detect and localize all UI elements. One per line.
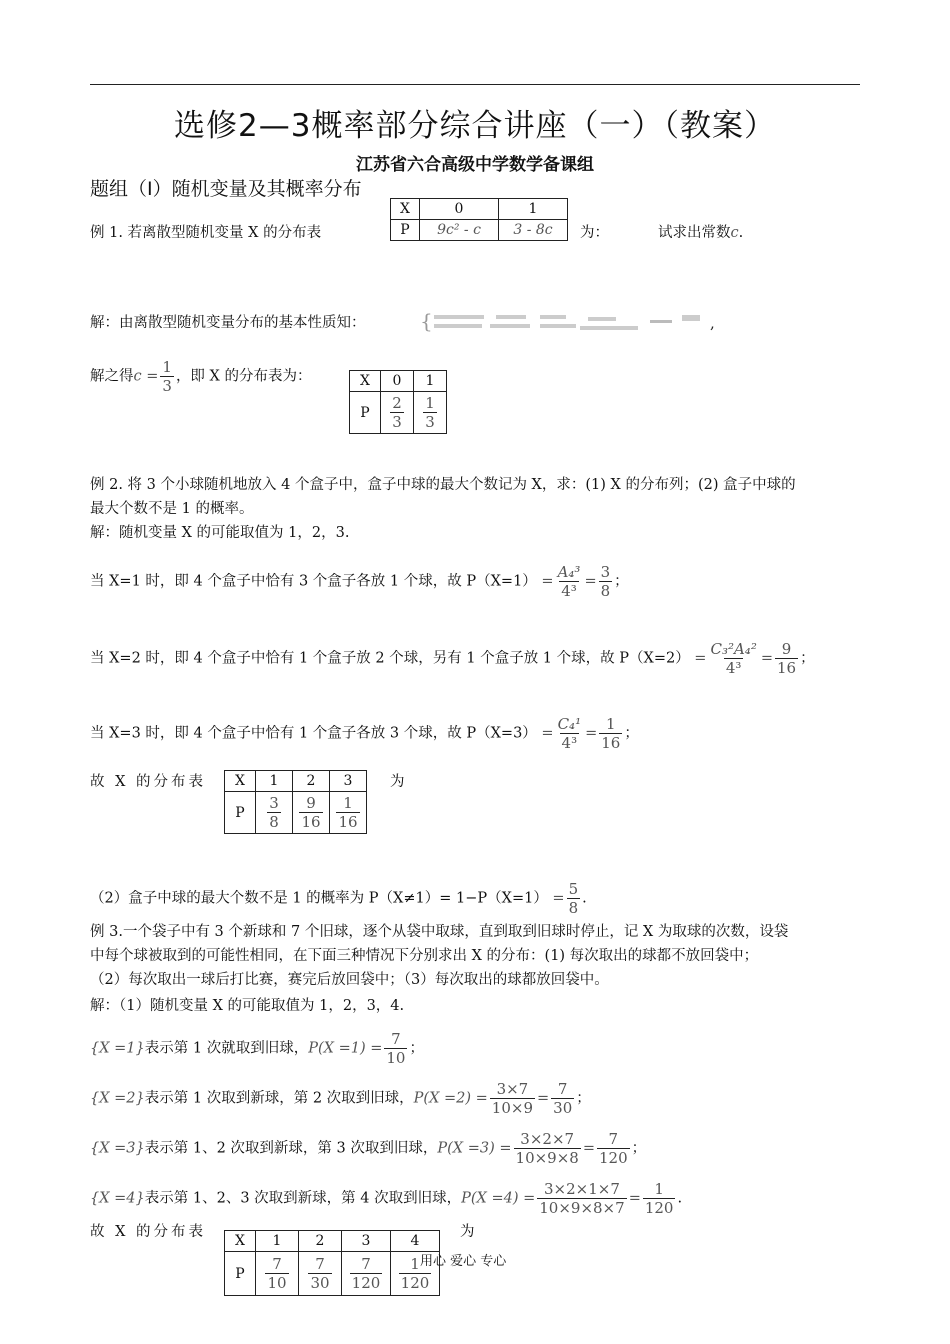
set: {X =3} [90, 1140, 145, 1157]
ex2-table-post: 为 [390, 774, 405, 790]
num: 7 [315, 1255, 325, 1273]
set: {X =1} [90, 1040, 145, 1057]
ex3-row1: {X =1}表示第 1 次就取到旧球，P(X =1) = $\frac{7}{10}$ ； [90, 1030, 424, 1067]
footer-watermark: 用心 爱心 专心 [420, 1254, 507, 1269]
svg-text:,: , [710, 314, 715, 332]
row-text: 表示第 1 次就取到旧球， [144, 1040, 309, 1057]
den: 30 [310, 1274, 330, 1292]
num: 9 [781, 640, 792, 658]
prob: P(X =1) = [308, 1040, 383, 1057]
cell: X [350, 371, 381, 392]
ex2-distribution-table [224, 770, 367, 834]
num: 1 [410, 1255, 420, 1273]
ex2-line1: 例 2. 将 3 个小球随机地放入 4 个盒子中，盒子中球的最大个数记为 X，求：(1) X 的分布列；(2) 盒子中球的 [90, 477, 796, 493]
set: {X =2} [90, 1090, 145, 1107]
ex3-table-pre: 故 X 的分布表 [90, 1224, 207, 1240]
den: 4³ [561, 734, 578, 752]
cell [342, 1252, 391, 1296]
blurred-equation-image [420, 312, 720, 332]
prob: P(X =4) = [461, 1190, 536, 1207]
cell: 2 [293, 771, 330, 792]
ex3-line1: 例 3.一个袋子中有 3 个新球和 7 个旧球，逐个从袋中取球，直到取到旧球时停止，记 X 为取球的次数，设袋 [90, 924, 789, 940]
den: 10×9×8×7 [539, 1199, 625, 1217]
num: 3 [269, 794, 279, 812]
num: 1 [162, 358, 172, 376]
den: 30 [553, 1099, 573, 1117]
frac [597, 1130, 630, 1167]
den: 10×9 [491, 1099, 533, 1117]
cell: X [225, 1231, 256, 1252]
ex1-ask: 试求出常数c. [658, 225, 744, 241]
cell: P [350, 392, 381, 434]
ex1-sol2 [90, 358, 311, 395]
cell: P [391, 220, 420, 241]
cell: 1 [256, 771, 293, 792]
den: 8 [600, 582, 611, 600]
cell: 2 [299, 1231, 342, 1252]
frac [556, 563, 583, 600]
frac [643, 1180, 676, 1217]
den: 8 [269, 813, 279, 831]
cell: X [225, 771, 256, 792]
frac [308, 1255, 331, 1292]
cell: X [391, 199, 420, 220]
ex1-sol1: 解：由离散型随机变量分布的基本性质知： [90, 315, 366, 331]
ex2-part2: （2）盒子中球的最大个数不是 1 的概率为 P（X≠1）= 1−P（X=1） = $\frac{5}{8}$ . [90, 880, 587, 917]
cell [299, 1252, 342, 1296]
set: {X =4} [90, 1190, 145, 1207]
cell [256, 792, 293, 834]
num: C₃²A₄² [710, 640, 757, 658]
part2-text: （2）盒子中球的最大个数不是 1 的概率为 P（X≠1）= 1−P（X=1） [90, 890, 548, 907]
case-text: 当 X=2 时，即 4 个盒子中恰有 1 个盒子放 2 个球，另有 1 个盒子放 1 个球，故 P（X=2） [90, 650, 690, 667]
frac [514, 1130, 581, 1167]
den: 8 [568, 899, 579, 917]
den: 120 [400, 1274, 430, 1292]
frac [551, 1080, 574, 1117]
cell: 4 [391, 1231, 440, 1252]
cell: 1 [499, 199, 568, 220]
prob: P(X =3) = [437, 1140, 512, 1157]
cell: 9c² - c [420, 220, 499, 241]
num: 7 [391, 1030, 401, 1048]
den: 120 [644, 1199, 674, 1217]
num: 1 [343, 794, 353, 812]
cell: 3 - 8c [499, 220, 568, 241]
den: 4³ [561, 582, 577, 600]
ex3-line2: 中每个球被取到的可能性相同，在下面三种情况下分别求出 X 的分布：(1) 每次取出的球都不放回袋中； [90, 948, 759, 964]
ex1-wei: 为： [580, 225, 609, 241]
cell: 1 [256, 1231, 299, 1252]
cell: 0 [381, 371, 414, 392]
cell: 1 [414, 371, 447, 392]
den: 10 [386, 1049, 406, 1067]
frac [336, 794, 359, 831]
num: 7 [608, 1130, 619, 1148]
num: 3×2×7 [520, 1130, 575, 1148]
ex3-distribution-table [224, 1230, 440, 1296]
num: 1 [606, 715, 616, 733]
num: 1 [654, 1180, 664, 1198]
ex3-row2: {X =2}表示第 1 次取到新球，第 2 次取到旧球，P(X =2) = $\frac{3\times 7}{10\times 9}$ = $\frac{7}{30}$ ； [90, 1080, 591, 1117]
num: 7 [272, 1255, 282, 1273]
den: 3 [425, 413, 435, 431]
ex1-answer-table [349, 370, 447, 434]
den: 120 [351, 1274, 381, 1292]
ex2-case3: 当 X=3 时，即 4 个盒子中恰有 1 个盒子各放 3 个球，故 P（X=3） = $\frac{\text{C₄¹}}{\text{4³}}$ = $\frac{1}{16}$ ； [90, 715, 639, 752]
row-text: 表示第 1 次取到新球，第 2 次取到旧球， [144, 1090, 414, 1107]
prob: P(X =2) = [413, 1090, 488, 1107]
frac [490, 1080, 535, 1117]
sol2-pre: 解之得 [90, 368, 134, 385]
frac [265, 1255, 288, 1292]
c-fraction [160, 358, 174, 395]
cell: 3 [342, 1231, 391, 1252]
frac [390, 394, 404, 431]
sol2-post: ，即 X 的分布表为： [175, 368, 312, 385]
c-equals: c = [133, 368, 159, 385]
cell [330, 792, 367, 834]
num: 3×7 [496, 1080, 529, 1098]
svg-text:{: { [420, 312, 433, 332]
num: 9 [306, 794, 316, 812]
ex1-ask-var: c [730, 225, 739, 241]
cell: P [225, 792, 256, 834]
ex3-sol: 解：（1）随机变量 X 的可能取值为 1，2，3，4. [90, 998, 405, 1014]
ex2-case1: 当 X=1 时，即 4 个盒子中恰有 3 个盒子各放 1 个球，故 P（X=1） = $\frac{\text{A₄³}}{\text{4³}}$ = $\frac{3}{8}$ ； [90, 563, 629, 600]
frac [708, 640, 758, 677]
cell: 0 [420, 199, 499, 220]
ex2-case2: 当 X=2 时，即 4 个盒子中恰有 1 个盒子放 2 个球，另有 1 个盒子放 1 个球，故 P（X=2） = $\frac{\text{C₃²A₄²}}{\text{4³}}$ = $\frac{9}{16}$ ； [90, 640, 815, 677]
cell [381, 392, 414, 434]
num: C₄¹ [557, 715, 582, 733]
num: 2 [392, 394, 402, 412]
den: 10×9×8 [515, 1149, 579, 1167]
num: 5 [568, 880, 579, 898]
den: 10 [267, 1274, 287, 1292]
page-title: 选修2—3概率部分综合讲座（一）（教案） [174, 108, 776, 144]
ex3-table-post: 为 [460, 1224, 475, 1240]
num: 7 [361, 1255, 371, 1273]
cell [414, 392, 447, 434]
frac [384, 1030, 407, 1067]
case-text: 当 X=3 时，即 4 个盒子中恰有 1 个盒子各放 3 个球，故 P（X=3） [90, 725, 537, 742]
num: 3 [600, 563, 611, 581]
num: 1 [425, 394, 435, 412]
section-heading: 题组（Ⅰ）随机变量及其概率分布 [90, 178, 362, 200]
ex3-row3: {X =3}表示第 1、2 次取到新球，第 3 次取到旧球，P(X =3) = $\frac{3\times 2\times 7}{10\times 9\times 8}$ = $\frac{7}{120}$ ； [90, 1130, 647, 1167]
den: 120 [599, 1149, 628, 1167]
frac [423, 394, 437, 431]
frac [299, 794, 322, 831]
cell [256, 1252, 299, 1296]
frac [537, 1180, 626, 1217]
ex2-sol: 解：随机变量 X 的可能取值为 1，2，3. [90, 525, 350, 541]
ex1-text: 例 1. 若离散型随机变量 X 的分布表 [90, 225, 322, 241]
row-text: 表示第 1、2 次取到新球，第 3 次取到旧球， [144, 1140, 438, 1157]
cell [293, 792, 330, 834]
den: 3 [162, 377, 172, 395]
top-rule [90, 84, 860, 85]
den: 16 [338, 813, 358, 831]
den: 16 [601, 734, 621, 752]
frac [350, 1255, 383, 1292]
frac [599, 715, 622, 752]
row-text: 表示第 1、2、3 次取到新球，第 4 次取到旧球， [144, 1190, 462, 1207]
case-text: 当 X=1 时，即 4 个盒子中恰有 3 个盒子各放 1 个球，故 P（X=1） [90, 573, 537, 590]
page-subtitle: 江苏省六合高级中学数学备课组 [356, 155, 594, 175]
ex1-question-table [390, 198, 568, 241]
frac [267, 794, 281, 831]
frac [775, 640, 798, 677]
num: 3×2×1×7 [544, 1180, 620, 1198]
den: 4³ [725, 659, 742, 677]
frac [567, 880, 581, 917]
den: 16 [301, 813, 321, 831]
den: 16 [777, 659, 797, 677]
ex1-ask-text: 试求出常数 [658, 225, 731, 241]
ex2-line2: 最大个数不是 1 的概率。 [90, 501, 254, 517]
ex3-row4: {X =4}表示第 1、2、3 次取到新球，第 4 次取到旧球，P(X =4) = $\frac{3\times 2\times 1\times 7}{10\times 9\times 8\times 7}$ = $\frac{1}{120}$ . [90, 1180, 683, 1217]
num: A₄³ [557, 563, 581, 581]
ex2-table-pre: 故 X 的分布表 [90, 774, 207, 790]
den: 3 [392, 413, 402, 431]
frac [599, 563, 613, 600]
ex3-line3: （2）每次取出一球后打比赛，赛完后放回袋中；（3）每次取出的球都放回袋中。 [90, 972, 609, 988]
cell: 3 [330, 771, 367, 792]
num: 7 [557, 1080, 568, 1098]
cell: P [225, 1252, 256, 1296]
frac [556, 715, 584, 752]
